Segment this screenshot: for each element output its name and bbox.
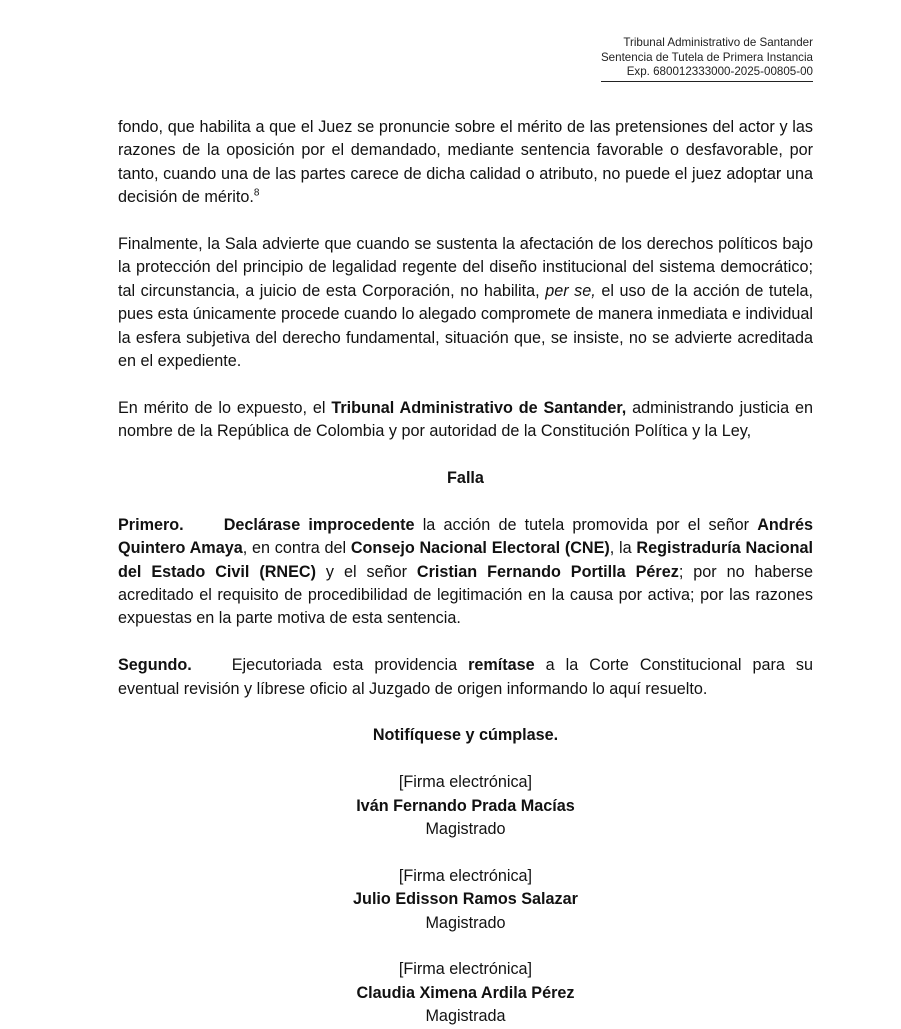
signature-block-2 <box>118 865 813 935</box>
segundo-label: Segundo. <box>118 656 192 675</box>
paragraph-finalmente: Finalmente, la Sala advierte que cuando se sustenta la afectación de los derechos políticos bajo la protección del principio de legalidad regente del diseño institucional del sistema democrático; tal circunstancia, a juicio de esta Corporación, no habilita, per se, el uso de la acción de tutela, pues esta únicamente procede cuando lo alegado compromete de manera inmediata e individual la esfera subjetiva del derecho fundamental, situación que, se insiste, no se advierte acreditada en el expediente. <box>118 235 813 371</box>
paragraph-fondo: fondo, que habilita a que el Juez se pronuncie sobre el mérito de las pretensiones del actor y las razones de la oposición por el demandado, mediante sentencia favorable o desfavorable, por tanto, cuando una de las partes carece de dicha calidad o atributo, no puede el juez adoptar una decisión de mérito.$^8$ <box>118 118 813 207</box>
falla-heading: Falla <box>447 469 484 488</box>
signature-firma: [Firma electrónica] <box>398 960 533 979</box>
footnote-ref[interactable]: 8 <box>253 187 260 199</box>
signature-name: Julio Edisson Ramos Salazar <box>353 890 578 909</box>
primero-label: Primero. <box>118 515 184 534</box>
court-name-bold: Tribunal Administrativo de Santander, <box>331 398 627 417</box>
page-header <box>601 36 813 82</box>
paragraph-merito: En mérito de lo expuesto, el Tribunal Administrativo de Santander, administrando justicia en nombre de la República de Colombia y por autoridad de la Constitución Política y la Ley, <box>118 398 814 441</box>
header-court: Tribunal Administrativo de Santander <box>623 36 813 49</box>
signature-block-3 <box>118 958 813 1028</box>
document-body <box>118 116 813 1029</box>
signature-role: Magistrado <box>425 820 506 839</box>
signature-role: Magistrado <box>425 913 506 932</box>
header-type: Sentencia de Tutela de Primera Instancia <box>600 50 813 64</box>
signature-role: Magistrada <box>425 1007 506 1026</box>
signature-firma: [Firma electrónica] <box>398 773 533 792</box>
header-expediente: Exp. 680012333000-2025-00805-00 <box>601 65 813 82</box>
signature-name: Iván Fernando Prada Macías <box>356 796 575 815</box>
resolution-primero: Primero. Declárase improcedente la acción de tutela promovida por el señor Andrés Quintero Amaya, en contra del Consejo Nacional Electoral (CNE), la Registraduría Nacional del Estado Civil (RNEC) y el señor Cristian Fernando Portilla Pérez; por no haberse acreditado el requisito de procedibilidad de legitimación en la causa por activa; por las razones expuestas en la parte motiva de esta sentencia. <box>118 515 814 628</box>
closing-formula: Notifíquese y cúmplase. <box>372 726 559 745</box>
latin-phrase: per se, <box>545 281 596 300</box>
signature-name: Claudia Ximena Ardila Pérez <box>356 983 575 1002</box>
signature-block-1 <box>118 771 813 841</box>
signature-firma: [Firma electrónica] <box>398 866 533 885</box>
resolution-segundo: Segundo. Ejecutoriada esta providencia remítase a la Corte Constitucional para su eventual revisión y líbrese oficio al Juzgado de origen informando lo aquí resuelto. <box>118 656 813 698</box>
